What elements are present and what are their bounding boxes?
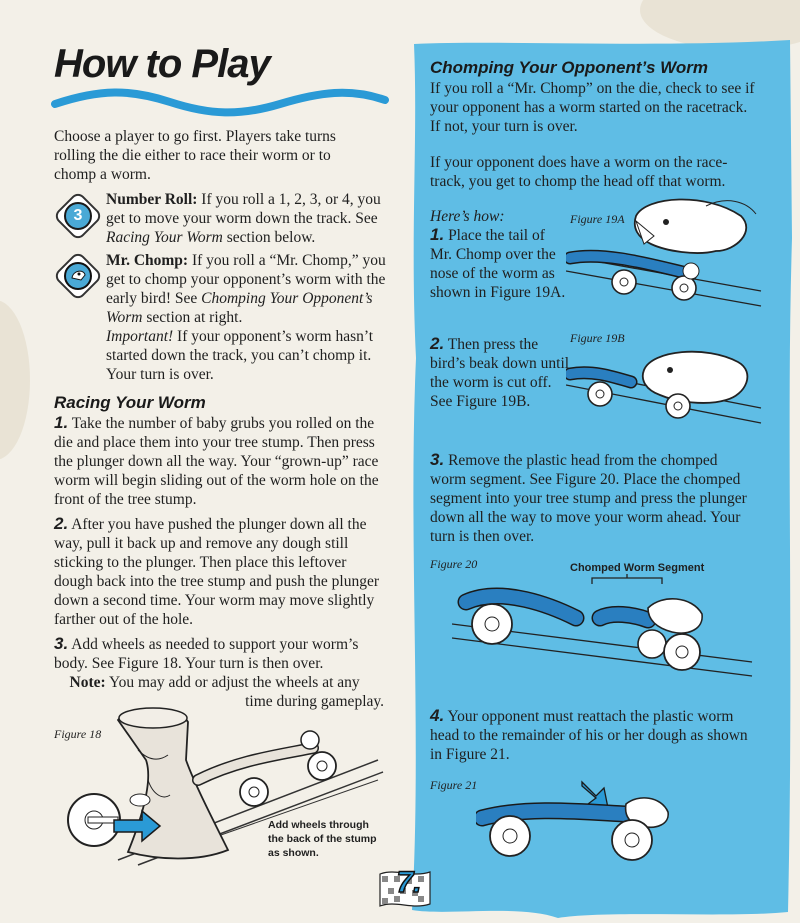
figure-20-label: Figure 20 bbox=[430, 557, 478, 571]
chomp-step-2: 2. Then press the bird’s beak down until the worm is cut off. See Figure 19B. bbox=[430, 334, 570, 410]
racing-heading: Racing Your Worm bbox=[54, 393, 206, 412]
wave-decoration bbox=[50, 84, 390, 120]
figure-21-label: Figure 21 bbox=[430, 778, 478, 792]
die-number-icon: 3 bbox=[56, 194, 100, 238]
figure-18-caption: Add wheels through the back of the stump as shown. bbox=[268, 819, 377, 859]
important-label: Important! bbox=[106, 328, 174, 345]
figure-19a-illustration bbox=[566, 196, 766, 316]
mr-chomp-label: Mr. Chomp: bbox=[106, 252, 189, 269]
racing-step-1: 1. Take the number of baby grubs you rolled on the die and place them into your tree stump. Then press the plunger down all the way. Your “grown-up” race worm will begin sliding out of the worm hole on the front of the tree stump. bbox=[54, 413, 379, 508]
chomping-para-1: If you roll a “Mr. Chomp” on the die, check to see if your opponent has a worm started on the racetrack. If not, your turn is over. bbox=[430, 80, 755, 135]
page-number: 7. bbox=[396, 866, 422, 899]
chomp-step-4: 4. Your opponent must reattach the plastic worm head to the remainder of his or her dough as shown in Figure 21. bbox=[430, 706, 748, 763]
mr-chomp-rule: Mr. Chomp: If you roll a “Mr. Chomp,” you get to chomp your opponent’s worm with the early bird! See Chomping Your Opponent’s Worm section at right. Important! If your opponent’s worm hasn’t started down the track, you can’t chomp it. Your turn is over. bbox=[106, 252, 386, 383]
number-roll-rule: Number Roll: If you roll a 1, 2, 3, or 4, you get to move your worm down the track. See Racing Your Worm section below. bbox=[106, 191, 381, 246]
heres-how-label: Here’s how: bbox=[430, 208, 505, 225]
figure-21-illustration bbox=[476, 774, 686, 874]
chomping-heading: Chomping Your Opponent’s Worm bbox=[430, 58, 708, 77]
number-roll-label: Number Roll: bbox=[106, 191, 198, 208]
chomping-para-2: If your opponent does have a worm on the race-track, you get to chomp the head off that worm. bbox=[430, 154, 728, 190]
figure-19b-label: Figure 19B bbox=[570, 331, 625, 345]
chomp-step-3: 3. Remove the plastic head from the chomped worm segment. See Figure 20. Place the chomped segment into your tree stump and press the plunger down all the way to move your worm ahead. Your turn is then over. bbox=[430, 450, 747, 545]
figure-20-illustration bbox=[452, 574, 772, 684]
paper-stain bbox=[0, 300, 30, 460]
die-bird-icon bbox=[56, 254, 100, 298]
racing-step-2: 2. After you have pushed the plunger down all the way, pull it back up and remove any dough still sticking to the plunger. Then place this leftover dough back into the tree stump and push the plunger down a second time. Your worm may move slightly farther out of the hole. bbox=[54, 514, 380, 628]
figure-19b-illustration bbox=[566, 340, 766, 430]
intro-text: Choose a player to go first. Players take turns rolling the die either to race their worm or to chomp a worm. bbox=[54, 128, 336, 183]
page-title: How to Play bbox=[54, 42, 270, 86]
figure-20-caption: Chomped Worm Segment bbox=[570, 562, 705, 574]
chomp-step-1: 1. Place the tail of Mr. Chomp over the nose of the worm as shown in Figure 19A. bbox=[430, 225, 566, 301]
figure-19a-label: Figure 19A bbox=[570, 212, 625, 226]
figure-18-label: Figure 18 bbox=[54, 727, 102, 741]
racing-step-3: 3. Add wheels as needed to support your worm’s body. See Figure 18. Your turn is then over. Note: You may add or adjust the wheels at any time during gameplay. bbox=[54, 634, 384, 710]
